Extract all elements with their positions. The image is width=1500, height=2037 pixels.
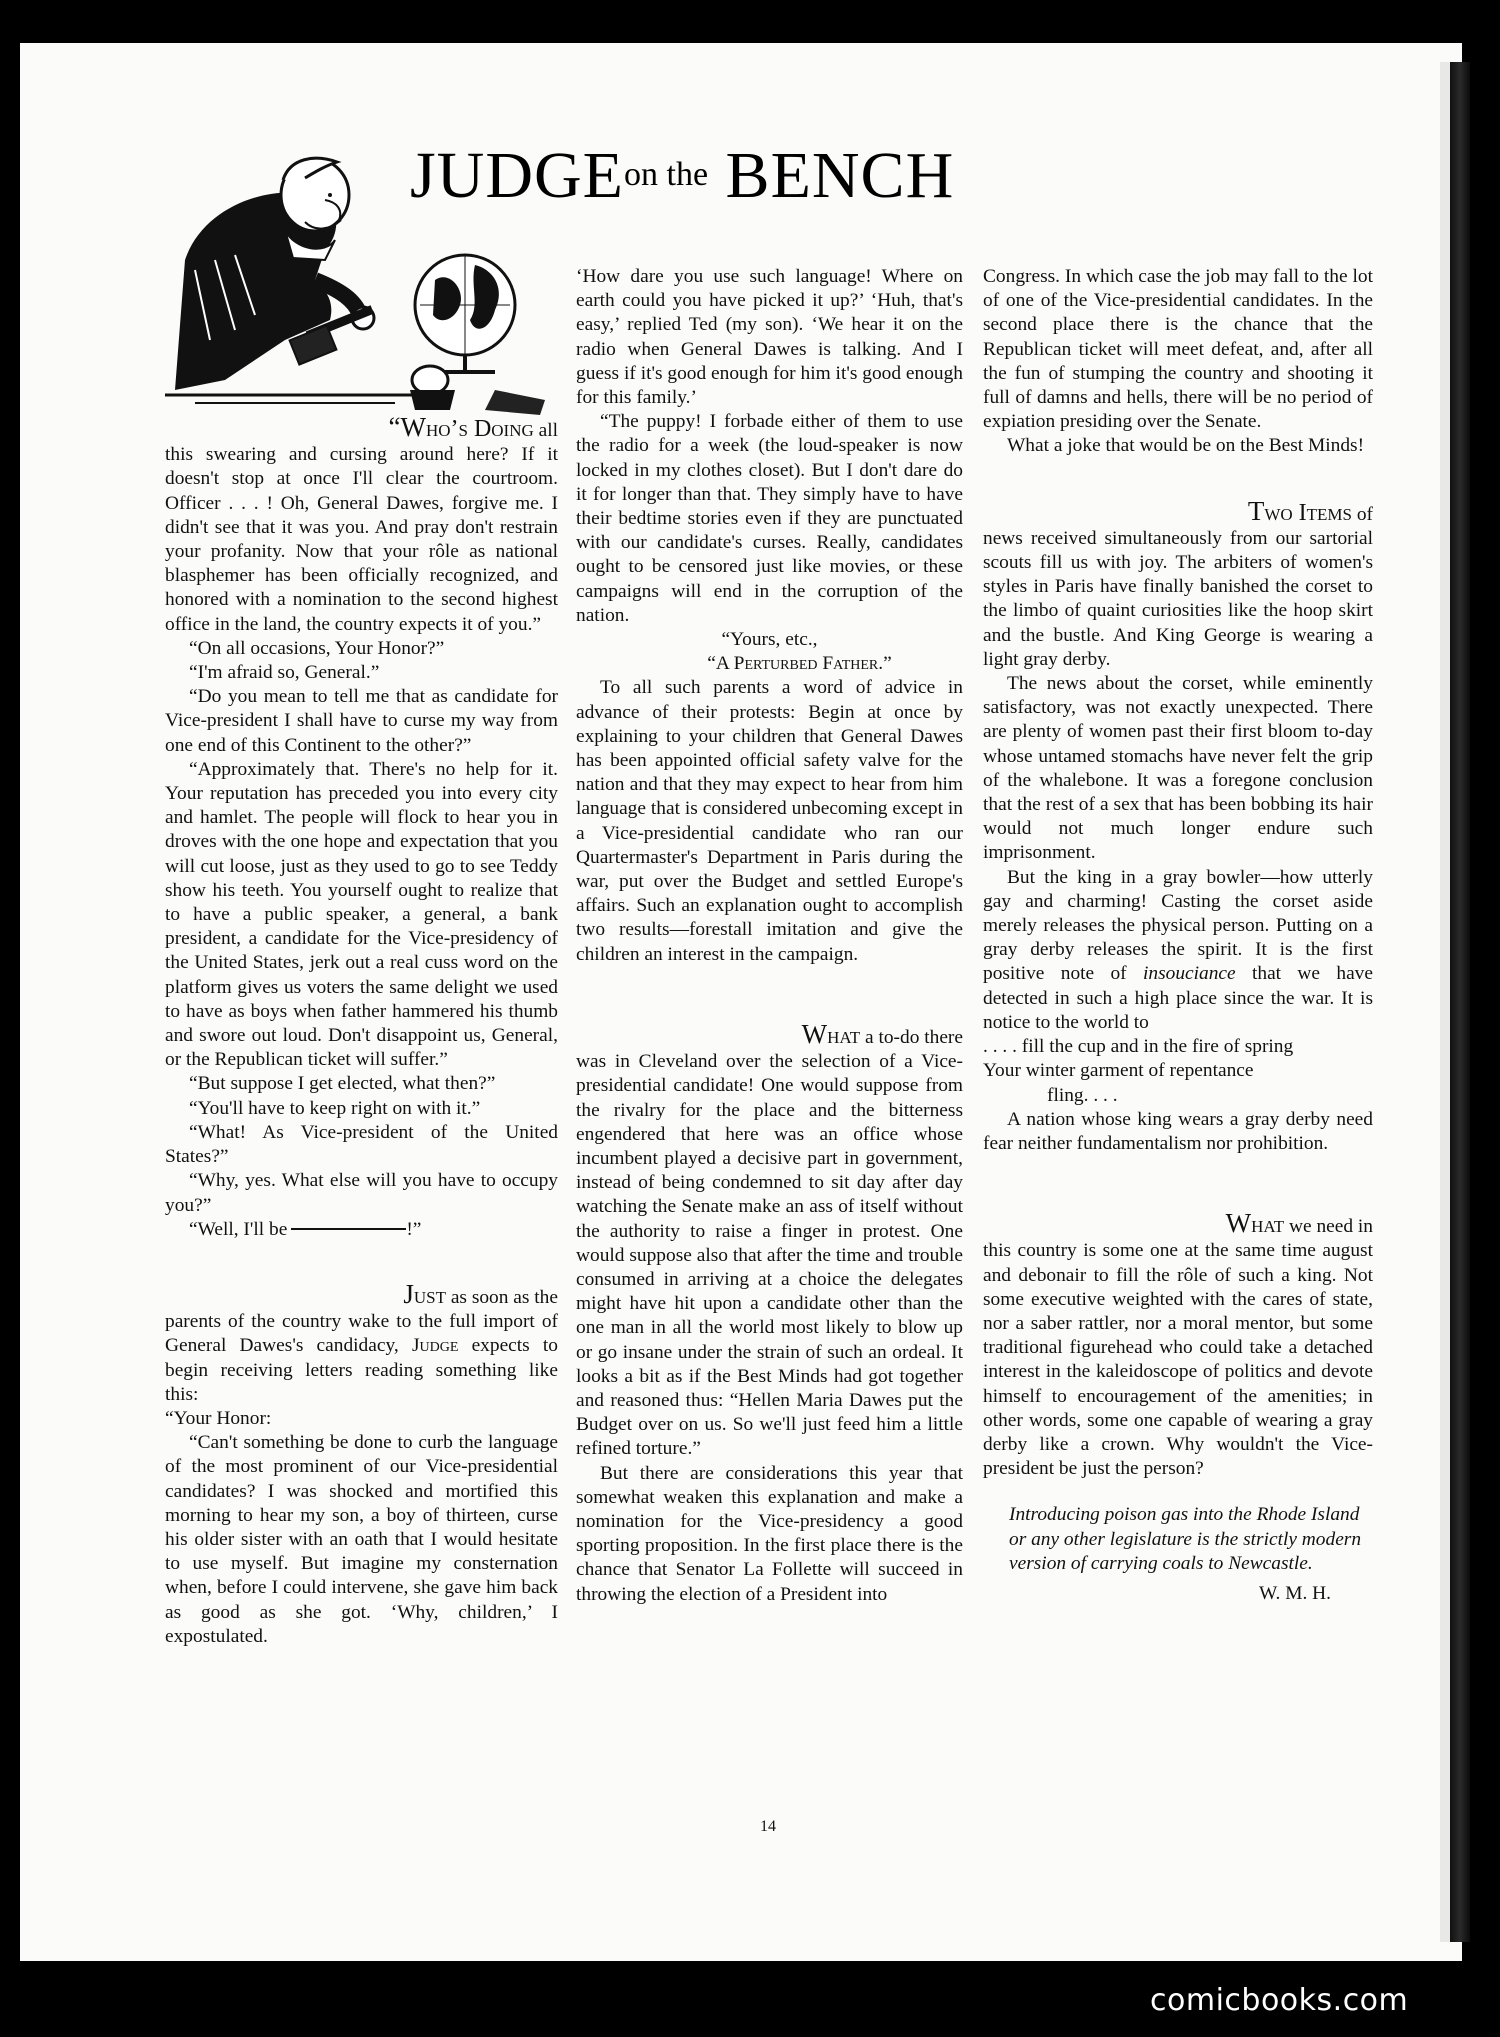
page-edge bbox=[1440, 62, 1450, 1942]
masthead-title bbox=[410, 138, 1010, 228]
binding-spine bbox=[1450, 62, 1470, 1942]
section-gap bbox=[576, 967, 963, 1022]
paragraph: To all such parents a word of advice in advance of their protests: Begin at once by explaining to your children that General Dawes has been appointed official safety valve for the nation and that they may expect to hear from him language that is considered unbecoming except in a Vice-presidential candidate who ran our Quartermaster's Department in Paris during the war, put over the Budget and settled Europe's affairs. Such an explanation ought to accomplish two results—forestall imitation and give the children an interest in the campaign. bbox=[576, 677, 963, 965]
verse-line: . . . . fill the cup and in the fire of spring bbox=[983, 1036, 1294, 1058]
paragraph: “The puppy! I forbade either of them to use the radio for a week (the loud-speaker is now locked in my clothes closet). But I don't dare do it for longer than that. They simply have to have their bedtime stories even if they are punctuated with our candidate's curses. Really, candidates ought to be censored just like movies, or these campaigns will end in the corruption of the nation. bbox=[576, 411, 963, 626]
column-3 bbox=[983, 265, 1373, 1606]
paragraph: “On all occasions, Your Honor?” bbox=[189, 637, 445, 659]
verse-line: Your winter garment of repentance bbox=[983, 1060, 1254, 1082]
paragraph: What a joke that would be on the Best Minds! bbox=[1007, 435, 1365, 457]
column-2 bbox=[576, 265, 963, 1607]
paragraph: “Your Honor: bbox=[165, 1407, 272, 1429]
column-1 bbox=[165, 412, 558, 1649]
censored-dash bbox=[291, 1228, 406, 1230]
paragraph: “But suppose I get elected, what then?” bbox=[189, 1073, 496, 1095]
paragraph: “Approximately that. There's no help for it. Your reputation has preceded you into every city and hamlet. The people will flock to hear you in droves with the one hope and expectation that you will cut loose, just as they used to go to see Teddy show his teeth. You yourself ought to realize that to have a public speaker, a general, a bank president, a candidate for the Vice-presidency of the United States, jerk out a real cuss word on the platform gives us voters the same delight we used to have as boys when father hammered his thumb and swore out loud. Don't disappoint us, General, or the Republican ticket will suffer.” bbox=[165, 758, 558, 1071]
paragraph: ‘How dare you use such language! Where on earth could you have picked it up?’ ‘Huh, that's easy,’ replied Ted (my son). ‘We hear it on the radio when General Dawes is talking. And I guess if it's good enough for him it's good enough for this family.’ bbox=[576, 266, 963, 409]
section-gap bbox=[165, 1242, 558, 1282]
paragraph: “I'm afraid so, General.” bbox=[189, 662, 380, 684]
letter-signature: “A Perturbed Father.” bbox=[707, 653, 892, 675]
letter-closing: “Yours, etc., bbox=[721, 629, 818, 651]
paragraph: But the king in a gray bowler—how utterly gay and charming! Casting the corset aside merely releases the physical person. Putting on a gray derby releases the spirit. It is the first positive note of insouciance that we have detected in such a high place since the war. It is notice to the world to bbox=[983, 866, 1373, 1033]
paragraph: A nation whose king wears a gray derby need fear neither fundamentalism nor prohibition. bbox=[983, 1108, 1373, 1154]
paragraph: was in Cleveland over the selection of a Vice-presidential candidate! One would suppose from the rivalry for the place and the bitterness engendered that here was an office whose incumbent played a decisive part in government, instead of being condemned to sit day after day watching the Senate make an ass of itself without the authority to raise a finger in protest. One would suppose also that after the time and trouble consumed in arriving at a choice the delegates might have hit upon a candidate other than the one man in all the world most likely to blow up or go insane under the strain of such an ordeal. It looks a bit as if the Best Minds had got together and reasoned thus: “Hellen Maria Dawes put the Budget over on us. So we'll just feed him a little refined torture.” bbox=[576, 1051, 963, 1460]
lead-whos-doing: “Who’s Doing all bbox=[388, 412, 558, 442]
paragraph: But there are considerations this year that somewhat weaken this explanation and make a nomination for the Vice-presidency a good sporting proposition. In the first place there is the chance that Senator La Follette will succeed in throwing the election of a President into bbox=[576, 1462, 963, 1605]
paragraph: “What! As Vice-president of the United States?” bbox=[165, 1121, 558, 1168]
lead-what: What a to-do there bbox=[801, 1018, 963, 1049]
paragraph: “Why, yes. What else will you have to occupy you?” bbox=[165, 1170, 558, 1216]
paragraph: “Do you mean to tell me that as candidate for Vice-president I shall have to curse my way from one end of this Continent to the other?” bbox=[165, 686, 558, 756]
paragraph: “Can't something be done to curb the language of the most prominent of our Vice-presidential candidates? I was shocked and mortified this morning to hear my son, a boy of thirteen, curse his older sister with an oath that I would hesitate to use myself. But imagine my consternation when, before I could intervene, she gave him back as good as she got. ‘Why, children,’ I expostulated. bbox=[165, 1432, 558, 1647]
masthead-on-the: on the bbox=[624, 156, 709, 193]
italic-note: Introducing poison gas into the Rhode Island or any other legislature is the strictly modern version of carrying coals to Newcastle. bbox=[1009, 1504, 1362, 1574]
paragraph: The news about the corset, while eminently satisfactory, was not exactly unexpected. There are plenty of women past their first bloom to-day whose untamed stomachs have never felt the grip of the whalebone. It was a foregone conclusion that the rest of a sex that has been bobbing its hair would not much longer endure such imprisonment. bbox=[983, 673, 1373, 864]
lead-two-items: Two Items of bbox=[1247, 495, 1373, 526]
paragraph: Congress. In which case the job may fall to the lot of one of the Vice-presidential candidates. In the second place there is the chance that the Republican ticket will meet defeat, and, after all the fun of stumping the country and shooting it full of damns and hells, there will be no period of expiation presiding over the Senate. bbox=[983, 266, 1373, 433]
paragraph: news received simultaneously from our sartorial scouts fill us with joy. The arbiters of women's styles in Paris have finally banished the corset to the limbo of quaint curiosities like the hoop skirt and the bustle. And King George is wearing a light gray derby. bbox=[983, 527, 1373, 670]
section-gap bbox=[983, 1156, 1373, 1211]
paragraph: this country is some one at the same time august and debonair to fill the rôle of such a king. Not some executive weighted with the cares of state, nor a saber rattler, nor a moral mentor, but some traditional figurehead who could take a detached interest in the kaleidoscope of politics and devote himself to encouragement of the amenities; in other words, some one capable of wearing a gray derby like a crown. Why wouldn't the Vice-president be just the person? bbox=[983, 1240, 1373, 1480]
paragraph: “Well, I'll be !” bbox=[189, 1218, 422, 1240]
lead-just: Just as soon as the bbox=[403, 1278, 558, 1309]
paragraph: parents of the country wake to the full import of General Dawes's candidacy, Judge expects to begin receiving letters reading something like this: bbox=[165, 1311, 558, 1405]
paragraph: this swearing and cursing around here? If it doesn't stop at once I'll clear the courtroom. Officer . . . ! Oh, General Dawes, forgive me. I didn't see that it was you. And pray don't restrain your profanity. Now that your rôle as national blasphemer has been officially recognized, and honored with a nomination to the second highest office in the land, the country expects it of you.” bbox=[165, 444, 558, 635]
page-number: 14 bbox=[760, 1818, 776, 1835]
masthead-bench: BENCH bbox=[725, 139, 955, 212]
masthead-judge: JUDGE bbox=[410, 139, 624, 212]
lead-what-we-need: What we need in bbox=[1225, 1208, 1373, 1239]
section-gap bbox=[983, 1481, 1373, 1503]
section-gap bbox=[983, 459, 1373, 499]
author-initials: W. M. H. bbox=[1258, 1582, 1331, 1604]
paragraph: “You'll have to keep right on with it.” bbox=[189, 1097, 481, 1119]
verse-line: fling. . . . bbox=[1047, 1084, 1118, 1106]
watermark-brand: comicbooks.com bbox=[1150, 1983, 1409, 2018]
